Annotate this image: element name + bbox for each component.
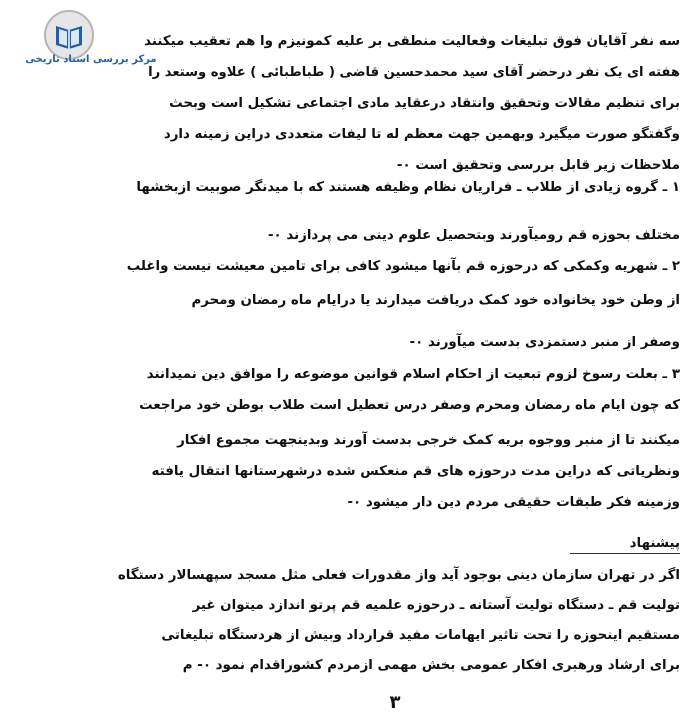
- proposal-body: [20, 568, 680, 688]
- text-line: وزمینه فکر طبقات حقیقی مردم دین دار میشود ٠-: [347, 495, 680, 510]
- text-line: ۱ ـ گروه زیادی از طلاب ـ فراریان نظام وظیفه هستند که با میدنگر صوبیت ازبخشها: [136, 180, 680, 195]
- paragraph-6: [40, 367, 680, 427]
- paragraph-1: [140, 34, 680, 179]
- heading-underline: [570, 553, 680, 554]
- text-line: مختلف بحوزه قم رومیآورند وبتحصیل علوم دینی می پردازند ٠-: [267, 228, 680, 243]
- paragraph-4: [40, 259, 680, 319]
- text-line: وگفتگو صورت میگیرد وبهمین جهت معظم له تا لیفات متعددی دراین زمینه دارد: [163, 127, 680, 142]
- text-line: ۳ ـ بعلت رسوخ لزوم تبعیت از احکام اسلام قوانین موضوعه را موافق دین نمیدانند: [146, 367, 680, 382]
- text-line: ۲ ـ شهریه وکمکی که درحوزه قم بآنها میشود کافی برای تامین معیشت نیست واغلب: [126, 259, 680, 274]
- text-line: تولیت قم ـ دستگاه تولیت آستانه ـ درحوزه علمیه قم پرتو اندازد میتوان غیر: [192, 598, 680, 613]
- text-line: سه نفر آقایان فوق تبلیغات وفعالیت منطقی بر علیه کمونیزم وا هم تعقیب میکنند: [144, 34, 680, 49]
- book-logo-icon: [44, 10, 94, 60]
- text-line: که چون ایام ماه رمضان ومحرم وصفر درس تعطیل است طلاب بوطن خود مراجعت: [139, 398, 680, 413]
- text-line: وصفر از منبر دستمزدی بدست میآورند ٠-: [409, 335, 680, 350]
- text-line: از وطن خود یخانواده خود کمک دریافت میدارند یا درایام ماه رمضان ومحرم: [191, 293, 680, 308]
- page-number: ۳: [389, 692, 401, 713]
- paragraph-2: [40, 180, 680, 204]
- heading-text: پیشنهاد: [629, 536, 680, 551]
- text-line: برای ارشاد ورهبری افکار عمومی بخش مهمی ازمردم کشوراقدام نمود ٠- م: [182, 658, 680, 673]
- paragraph-3: [40, 228, 680, 252]
- text-line: برای تنظیم مقالات وتحقیق وانتقاد درعقاید مادی اجتماعی تشکیل است وبحث: [169, 96, 680, 111]
- paragraph-5: [40, 335, 680, 359]
- logo-caption: مرکز بررسی اسناد تاریخی: [25, 54, 157, 65]
- text-line: میکنند تا از منبر ووجوه بریه کمک خرجی بدست آورند وبدینجهت مجموع افکار: [177, 433, 680, 448]
- text-line: ملاحظات زیر قابل بررسی وتحقیق است ٠-: [396, 158, 680, 173]
- text-line: هفته ای یک نفر درحضر آقای سید محمدحسین قاضی ( طباطبائی ) علاوه وستعد را: [148, 65, 680, 80]
- text-line: مستقیم اینحوزه را تحت تاثیر ایهامات مفید قرارداد وبیش از هردستگاه تبلیغاتی: [161, 628, 680, 643]
- text-line: ونظریاتی که دراین مدت درحوزه های قم منعکس شده درشهرستانها انتقال یافته: [151, 464, 680, 479]
- text-line: اگر در تهران سازمان دینی بوجود آید واز مقدورات فعلی مثل مسجد سپهسالار دستگاه: [117, 568, 680, 583]
- paragraph-7: [40, 433, 680, 523]
